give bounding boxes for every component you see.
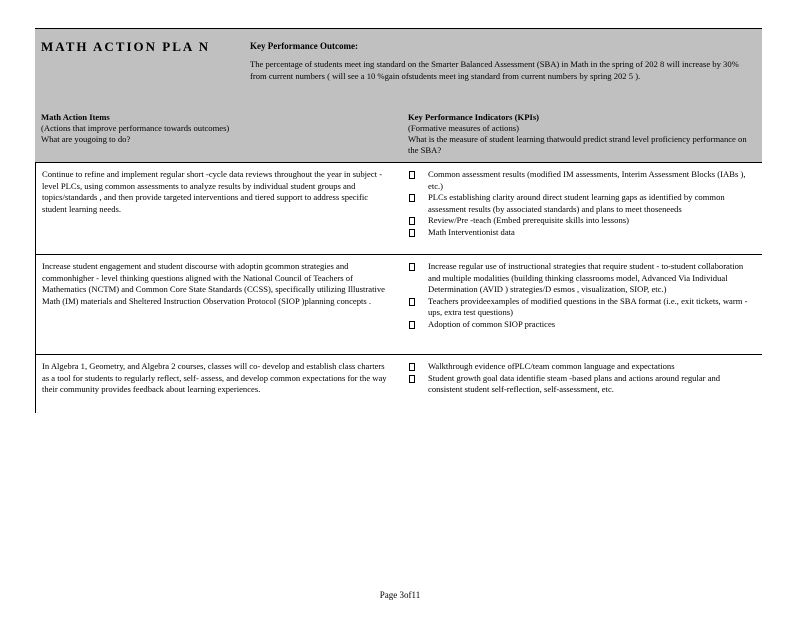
- list-item: Adoption of common SIOP practices: [409, 319, 754, 331]
- kpi-list: [409, 169, 754, 239]
- kpo-label: Key Performance Outcome:: [250, 41, 358, 51]
- kpis-title: Key Performance Indicators (KPIs): [408, 112, 540, 122]
- checkbox-bullet-icon: [409, 375, 415, 383]
- kpis-question: What is the measure of student learning thatwould predict strand level proficiency performance on the SBA?: [408, 134, 747, 155]
- list-item: Increase regular use of instructional strategies that require student - to-student collaboration and multiple modalities (building thinking classrooms model, Advanced Via Individual Determination (AVID ) strategies/D esmos , visualization, SIOP, etc.): [409, 261, 754, 296]
- outcome-text: The percentage of students meet ing standard on the Smarter Balanced Assessment (SBA) in Math in the spring of 202 8 will increase by 30% from current numbers ( will see a 10 %gain ofstudents meet ing standard from current numbers by spring 202 5 ).: [250, 59, 739, 81]
- column-header-kpis: [408, 112, 758, 156]
- action-item: In Algebra 1, Geometry, and Algebra 2 courses, classes will co- develop and establish class charters as a tool for students to regularly reflect, self- assess, and develop common expectations for the way their community provides feedback about learning experiences.: [42, 361, 387, 395]
- checkbox-bullet-icon: [409, 194, 415, 202]
- page-number: Page 3of11: [379, 590, 421, 600]
- action-item: Continue to refine and implement regular short -cycle data reviews throughout the year in subject -level PLCs, using common assessments to analyze results by individual student groups and topics/standards , and then provide targeted interventions and tiered support to address specific student learning needs.: [42, 169, 383, 214]
- action-plan-table: [35, 28, 762, 413]
- list-item: Walkthrough evidence ofPLC/team common language and expectations: [409, 361, 754, 373]
- column-header-actions: [41, 112, 401, 145]
- kpis-subtitle: (Formative measures of actions): [408, 123, 519, 133]
- checkbox-bullet-icon: [409, 229, 415, 237]
- kpi-list: [409, 361, 754, 396]
- list-item: Review/Pre -teach (Embed prerequisite skills into lessons): [409, 215, 754, 227]
- page-title: MATH ACTION PLA N: [41, 39, 211, 54]
- actions-question: What are yougoing to do?: [41, 134, 131, 144]
- checkbox-bullet-icon: [409, 217, 415, 225]
- list-item: Common assessment results (modified IM assessments, Interim Assessment Blocks (IABs ), etc.): [409, 169, 754, 192]
- table-row: [35, 355, 762, 413]
- actions-title: Math Action Items: [41, 112, 110, 122]
- table-row: [35, 255, 762, 355]
- table-row: [35, 163, 762, 255]
- table-header: [35, 28, 762, 163]
- kpi-list: [409, 261, 754, 331]
- checkbox-bullet-icon: [409, 321, 415, 329]
- action-item: Increase student engagement and student discourse with adoptin gcommon strategies and commonhigher - level thinking questions aligned with the National Council of Teachers of Mathematics (NCTM) and Common Core State Standards (CCSS), specifically utilizing Illustrative Math (IM) materials and Sheltered Instruction Observation Protocol (SIOP )planning concepts .: [42, 261, 385, 306]
- list-item: PLCs establishing clarity around direct student learning gaps as identified by common assessment results (by associated standards) and plans to meet thoseneeds: [409, 192, 754, 215]
- list-item: Teachers provideexamples of modified questions in the SBA format (i.e., exit tickets, warm -ups, extra test questions): [409, 296, 754, 319]
- checkbox-bullet-icon: [409, 171, 415, 179]
- list-item: Student growth goal data identifie steam -based plans and actions around regular and consistent student self-reflection, self-assessment, etc.: [409, 373, 754, 396]
- actions-subtitle: (Actions that improve performance towards outcomes): [41, 123, 230, 133]
- checkbox-bullet-icon: [409, 298, 415, 306]
- checkbox-bullet-icon: [409, 363, 415, 371]
- checkbox-bullet-icon: [409, 263, 415, 271]
- list-item: Math Interventionist data: [409, 227, 754, 239]
